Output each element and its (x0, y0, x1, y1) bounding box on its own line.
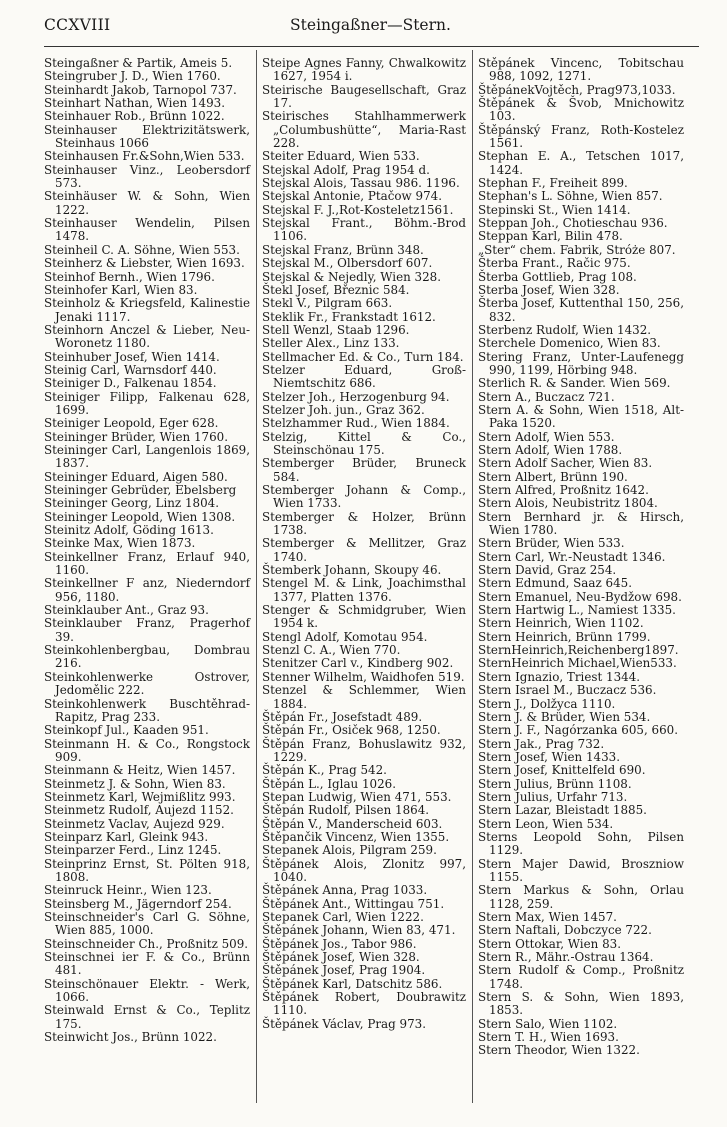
directory-entry: Stern Josef, Wien 1433. (478, 749, 621, 764)
directory-entry: Stellmacher Ed. & Co., Turn 184. (262, 349, 464, 364)
directory-entry: Stelzer Eduard, Groß-Niemtschitz 686. (262, 362, 466, 391)
directory-entry: Steinmetz Rudolf, Aujezd 1152. (44, 803, 234, 818)
directory-entry: Steinhuber Josef, Wien 1414. (44, 349, 220, 364)
directory-entry: Štěpánek Robert, Doubrawitz 1110. (262, 990, 466, 1018)
directory-entry: Stenger & Schmidgruber, Wien 1954 k. (262, 603, 466, 631)
directory-entry: Stemberger Johann & Comp., Wien 1733. (262, 483, 466, 511)
directory-entry: Steinholz & Kriegsfeld, Kalinestie Jenaki 1117. (44, 296, 250, 324)
directory-entry: Steinhof Bernh., Wien 1796. (44, 269, 215, 284)
directory-entry: Stengl Adolf, Komotau 954. (262, 629, 428, 644)
directory-entry: Stern Adolf, Wien 553. (478, 429, 615, 444)
directory-entry: Stern Max, Wien 1457. (478, 910, 617, 924)
directory-entry: Steinmann & Heitz, Wien 1457. (44, 763, 236, 778)
directory-entry: Steinkellner Franz, Erlauf 940, 1160. (44, 549, 250, 578)
directory-entry: Steinmetz Vaclav, Aujezd 929. (44, 816, 225, 831)
directory-entry: Steinhauer Rob., Brünn 1022. (44, 109, 225, 124)
directory-entry: Stern Alfred, Proßnitz 1642. (478, 483, 649, 497)
directory-entry: Steiniger D., Falkenau 1854. (44, 376, 217, 391)
header-rule (44, 46, 699, 47)
directory-entry: Steinkohlenwerk Buschtěhrad-Rapitz, Prag 233. (44, 696, 250, 724)
directory-entry: Steinruck Heinr., Wien 123. (44, 883, 212, 898)
directory-entry: Steinschnei ier F. & Co., Brünn 481. (44, 950, 250, 978)
directory-entry: Steingaßner & Partik, Ameis 5. (44, 56, 233, 70)
directory-entry: Sterba Josef, Wien 328. (478, 282, 620, 297)
directory-entry: Štěpán Rudolf, Pilsen 1864. (262, 803, 430, 818)
directory-entry: Steinitz Adolf, Göding 1613. (44, 523, 214, 538)
directory-entry: Stern Jak., Prag 732. (478, 736, 605, 751)
directory-entry: Stern Julius, Brünn 1108. (478, 776, 632, 791)
directory-entry: Steinschneider's Carl G. Söhne, Wien 885, 1000. (44, 910, 250, 938)
directory-entry: Steirisches Stahlhammerwerk „Columbushütte“, Maria-Rast 228. (262, 109, 466, 151)
directory-entry: Steininger Brüder, Wien 1760. (44, 429, 228, 444)
directory-entry: Stell Wenzl, Staab 1296. (262, 322, 410, 337)
directory-entry: Steinmetz Karl, Wejmißlitz 993. (44, 789, 236, 804)
directory-entry: Stern Carl, Wr.-Neustadt 1346. (478, 549, 666, 564)
directory-entry: Steininger Georg, Linz 1804. (44, 496, 219, 511)
directory-entry: Steininger Eduard, Aigen 580. (44, 469, 228, 484)
directory-entry: Steinsberg M., Jägerndorf 254. (44, 896, 232, 911)
directory-entry: Štěpánek Josef, Prag 1904. (262, 963, 426, 978)
directory-entry: Steinkellner F anz, Niederndorf 956, 1180. (44, 576, 250, 604)
directory-entry: Steininger Leopold, Wien 1308. (44, 509, 236, 524)
running-title: Steingaßner—Stern. (290, 16, 451, 34)
directory-entry: Stern Heinrich, Brünn 1799. (478, 629, 651, 644)
directory-entry: Steinschönauer Elektr. - Werk, 1066. (44, 976, 250, 1005)
column-2 (262, 57, 466, 1107)
directory-entry: Steinparz Karl, Gleink 943. (44, 829, 209, 844)
directory-entry: Stepanek Carl, Wien 1222. (262, 910, 424, 924)
directory-entry: Štěpán Franz, Bohuslawitz 932, 1229. (262, 736, 466, 764)
directory-entry: Stemberger & Mellitzer, Graz 1740. (262, 536, 466, 564)
directory-entry: Steingruber J. D., Wien 1760. (44, 69, 221, 84)
directory-entry: Steinkopf Jul., Kaaden 951. (44, 723, 209, 738)
directory-entry: Stern Adolf, Wien 1788. (478, 442, 623, 457)
directory-entry: Stengel M. & Link, Joachimsthal 1377, Platten 1376. (262, 576, 466, 604)
directory-entry: Steiniger Leopold, Eger 628. (44, 416, 219, 431)
directory-entry: SternHeinrich Michael,Wien533. (478, 656, 677, 671)
directory-entry: Steinhauser Elektrizitätswerk, Steinhaus 1066 (44, 122, 250, 151)
directory-entry: Stelzer Joh., Herzogenburg 94. (262, 389, 450, 404)
directory-entry: Stejskal M., Olbersdorf 607. (262, 256, 433, 271)
directory-entry: Stern Ottokar, Wien 83. (478, 936, 621, 951)
column-divider (256, 50, 257, 1103)
directory-entry: Steinhäuser W. & Sohn, Wien 1222. (44, 189, 250, 217)
directory-entry: Stern Majer Dawid, Broszniow 1155. (478, 856, 684, 884)
directory-entry: Stelzhammer Rud., Wien 1884. (262, 416, 450, 431)
directory-entry: Stekl V., Pilgram 663. (262, 296, 393, 311)
directory-entry: Steiniger Filipp, Falkenau 628, 1699. (44, 389, 250, 417)
directory-entry: Stern David, Graz 254. (478, 563, 617, 578)
directory-entry: Steinhart Nathan, Wien 1493. (44, 96, 225, 111)
directory-entry: Steirische Baugesellschaft, Graz 17. (262, 82, 466, 111)
directory-entry: Stern Markus & Sohn, Orlau 1128, 259. (478, 883, 684, 911)
directory-entry: Stemberger Brüder, Bruneck 584. (262, 456, 466, 484)
directory-entry: Stern Leon, Wien 534. (478, 816, 614, 831)
directory-entry: Štěpánek Alois, Zlonitz 997, 1040. (262, 856, 466, 884)
directory-entry: Štěpán Fr., Osiček 968, 1250. (262, 723, 441, 738)
directory-entry: Stern Rudolf & Comp., Proßnitz 1748. (478, 963, 684, 991)
column-3 (478, 57, 684, 1107)
directory-entry: Stern Israel M., Buczacz 536. (478, 683, 657, 698)
directory-entry: Stern R., Mähr.-Ostrau 1364. (478, 950, 654, 965)
page-number: CCXVIII (44, 16, 111, 34)
directory-entry: Sterbenz Rudolf, Wien 1432. (478, 322, 652, 337)
directory-entry: Stern Adolf Sacher, Wien 83. (478, 456, 653, 471)
directory-entry: Stelzig, Kittel & Co., Steinschönau 175. (262, 429, 466, 457)
directory-entry: Steppan Joh., Chotieschau 936. (478, 216, 668, 231)
directory-entry: Štěpán Fr., Josefstadt 489. (262, 709, 423, 724)
directory-entry: Stejskal F. J.,Rot-Kosteletz1561. (262, 202, 454, 217)
directory-entry: Stejskal Alois, Tassau 986. 1196. (262, 176, 460, 191)
directory-entry: Štekl Josef, Březnic 584. (262, 282, 410, 297)
directory-entry: Steinhardt Jakob, Tarnopol 737. (44, 82, 237, 97)
directory-entry: Steiter Eduard, Wien 533. (262, 149, 420, 164)
directory-entry: Sterns Leopold Sohn, Pilsen 1129. (478, 829, 684, 858)
directory-entry: Steinhauser Wendelin, Pilsen 1478. (44, 216, 250, 244)
directory-entry: Stern Julius, Urfahr 713. (478, 789, 628, 804)
directory-entry: Stejskal Antonie, Ptačow 974. (262, 189, 442, 204)
directory-entry: Štěpánek Anna, Prag 1033. (262, 883, 428, 898)
directory-entry: Štěpánek Ant., Wittingau 751. (262, 896, 445, 911)
directory-entry: Stěpánek Vincenc, Tobitschau 988, 1092, 1271. (478, 56, 684, 84)
directory-entry: Stemberger & Holzer, Brünn 1738. (262, 509, 466, 538)
directory-entry: Steinig Carl, Warnsdorf 440. (44, 362, 217, 377)
directory-entry: Steipe Agnes Fanny, Chwalkowitz 1627, 1954 i. (262, 56, 466, 84)
directory-entry: Sterchele Domenico, Wien 83. (478, 336, 661, 351)
directory-entry: Stenner Wilhelm, Waidhofen 519. (262, 669, 465, 684)
directory-entry: Šterba Josef, Kuttenthal 150, 256, 832. (478, 296, 684, 324)
directory-entry: SternHeinrich,Reichenberg1897. (478, 643, 679, 658)
directory-entry: Stern Lazar, Bleistadt 1885. (478, 803, 647, 818)
directory-entry: Stern Emanuel, Neu-Bydžow 698. (478, 589, 682, 604)
directory-entry: Steininger Carl, Langenlois 1869, 1837. (44, 442, 250, 471)
directory-entry: Stejskal & Nejedly, Wien 328. (262, 269, 442, 284)
directory-entry: Štěpančik Vincenz, Wien 1355. (262, 829, 450, 844)
directory-entry: Štemberk Johann, Skoupy 46. (262, 563, 442, 578)
directory-entry: Štěpánek Josef, Wien 328. (262, 950, 420, 965)
directory-entry: Steininger Gebrüder, Ebelsberg (44, 483, 237, 497)
directory-entry: Steinwald Ernst & Co., Teplitz 175. (44, 1003, 250, 1031)
directory-entry: Stern Brüder, Wien 533. (478, 536, 625, 551)
directory-entry: Štěpánek Václav, Prag 973. (262, 1016, 426, 1031)
column-1 (44, 57, 250, 1107)
directory-entry: Stern J. F., Nagórzanka 605, 660. (478, 723, 678, 738)
directory-entry: ŠtěpánekVojtěch, Prag973,1033. (478, 82, 676, 97)
directory-entry: Štěpánek Johann, Wien 83, 471. (262, 923, 456, 938)
column-divider (472, 50, 473, 1103)
directory-entry: Stern Alois, Neubistritz 1804. (478, 496, 658, 511)
directory-entry: Steinmetz J. & Sohn, Wien 83. (44, 776, 226, 791)
directory-entry: Stern J., Dolžyca 1110. (478, 696, 616, 711)
directory-entry: Steinprinz Ernst, St. Pölten 918, 1808. (44, 856, 250, 884)
directory-entry: Stern Heinrich, Wien 1102. (478, 616, 644, 631)
directory-entry: Stern S. & Sohn, Wien 1893, 1853. (478, 990, 684, 1018)
directory-entry: Steinhorn Anczel & Lieber, Neu-Woronetz 1180. (44, 322, 250, 351)
directory-entry: Steinklauber Franz, Pragerhof 39. (44, 616, 250, 644)
directory-entry: Stern Hartwig L., Namiest 1335. (478, 603, 676, 618)
directory-entry: Stern Ignazio, Triest 1344. (478, 669, 641, 684)
directory-entry: Stering Franz, Unter-Laufenegg 990, 1199, Hörbing 948. (478, 349, 684, 377)
directory-entry: Stern Naftali, Dobczyce 722. (478, 923, 652, 938)
directory-entry: Stern Theodor, Wien 1322. (478, 1043, 640, 1058)
directory-entry: Stern T. H., Wien 1693. (478, 1030, 619, 1045)
directory-entry: Stern J. & Brüder, Wien 534. (478, 709, 651, 724)
directory-entry: Steller Alex., Linz 133. (262, 336, 400, 351)
directory-entry: Štěpán L., Iglau 1026. (262, 776, 397, 791)
directory-entry: Steinheil C. A. Söhne, Wien 553. (44, 242, 240, 257)
directory-entry: Steinhauser Vinz., Leobersdorf 573. (44, 162, 250, 191)
directory-entry: Stern A., Buczacz 721. (478, 389, 615, 404)
directory-entry: Štěpán K., Prag 542. (262, 763, 387, 778)
directory-entry: Stenzel & Schlemmer, Wien 1884. (262, 683, 466, 711)
directory-entry: Stepanek Alois, Pilgram 259. (262, 843, 437, 858)
directory-entry: Stephan F., Freiheit 899. (478, 176, 628, 191)
directory-entry: Štěpánek & Švob, Mnichowitz 103. (478, 96, 684, 124)
directory-entry: „Ster“ chem. Fabrik, Stróże 807. (478, 242, 676, 257)
directory-entry: Steinhofer Karl, Wien 83. (44, 282, 198, 297)
directory-entry: Šterba Gottlieb, Prag 108. (478, 269, 637, 284)
directory-entry: Steinhausen Fr.&Sohn,Wien 533. (44, 149, 245, 164)
directory-entry: Stern Edmund, Saaz 645. (478, 576, 632, 591)
directory-entry: Stephan's L. Söhne, Wien 857. (478, 189, 663, 204)
directory-entry: Steinmann H. & Co., Rongstock 909. (44, 736, 250, 764)
directory-entry: Stelzer Joh. jun., Graz 362. (262, 402, 425, 417)
directory-entry: Stenitzer Carl v., Kindberg 902. (262, 656, 454, 671)
directory-entry: Stejskal Adolf, Prag 1954 d. (262, 162, 430, 177)
directory-entry: Stern Josef, Knittelfeld 690. (478, 763, 646, 778)
directory-entry: Stepan Ludwig, Wien 471, 553. (262, 789, 452, 804)
directory-entry: Štěpánský Franz, Roth-Kostelez 1561. (478, 122, 684, 151)
directory-entry: Stern Bernhard jr. & Hirsch, Wien 1780. (478, 509, 684, 538)
page-header (44, 16, 697, 42)
directory-entry: Steinschneider Ch., Proßnitz 509. (44, 936, 249, 951)
directory-entry: Štěpán V., Manderscheid 603. (262, 816, 443, 831)
directory-entry: Steinherz & Liebster, Wien 1693. (44, 256, 245, 271)
directory-entry: Stejskal Frant., Böhm.-Brod 1106. (262, 216, 466, 244)
directory-entry: Steinwicht Jos., Brünn 1022. (44, 1030, 217, 1045)
directory-entry: Štěpánek Jos., Tabor 986. (262, 936, 417, 951)
directory-entry: Steinparzer Ferd., Linz 1245. (44, 843, 222, 858)
directory-entry: Steinkohlenbergbau, Dombrau 216. (44, 643, 250, 671)
directory-entry: Stern Albert, Brünn 190. (478, 469, 628, 484)
directory-entry: Šterba Frant., Račic 975. (478, 256, 631, 271)
directory-entry: Štěpánek Karl, Datschitz 586. (262, 976, 443, 991)
directory-entry: Stejskal Franz, Brünn 348. (262, 242, 424, 257)
directory-entry: Steinkohlenwerke Ostrover, Jedomělic 222. (44, 669, 250, 698)
directory-entry: Stephan E. A., Tetschen 1017, 1424. (478, 149, 684, 177)
directory-entry: Stern A. & Sohn, Wien 1518, Alt-Paka 1520. (478, 402, 684, 431)
directory-entry: Steklik Fr., Frankstadt 1612. (262, 309, 436, 324)
directory-entry: Stern Salo, Wien 1102. (478, 1016, 618, 1031)
directory-entry: Steinke Max, Wien 1873. (44, 536, 196, 551)
directory-entry: Stepinski St., Wien 1414. (478, 202, 631, 217)
directory-entry: Steppan Karl, Bilin 478. (478, 229, 623, 244)
directory-entry: Steinklauber Ant., Graz 93. (44, 603, 209, 618)
directory-entry: Stenzl C. A., Wien 770. (262, 643, 401, 658)
directory-entry: Sterlich R. & Sander. Wien 569. (478, 376, 671, 391)
